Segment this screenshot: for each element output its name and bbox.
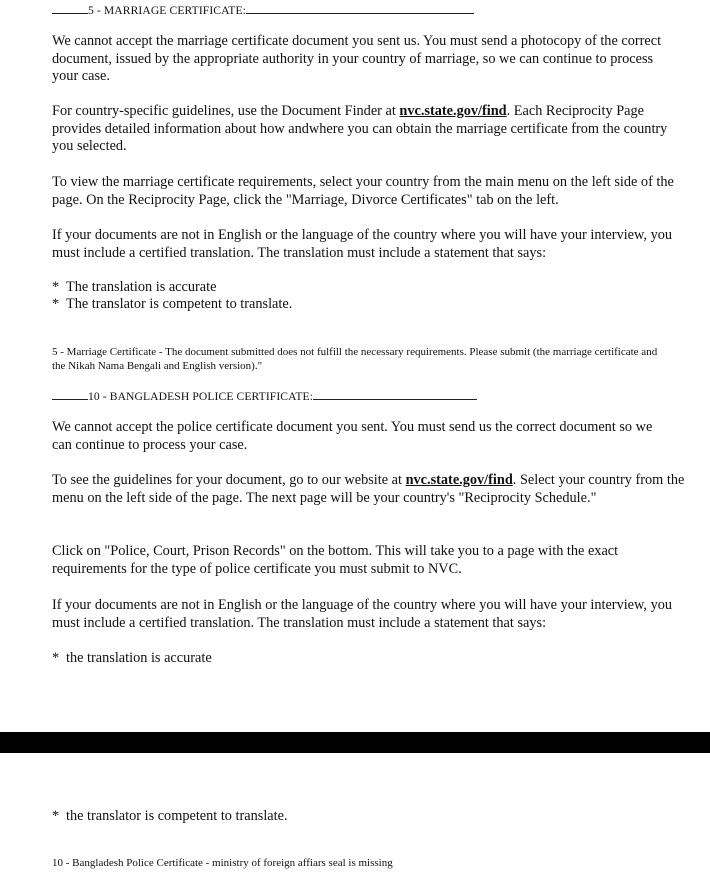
paragraph-text: For country-specific guidelines, use the Document Finder at [52,103,400,119]
marriage-certificate-heading [52,3,474,18]
police-paragraph-4: If your documents are not in English or the language of the country where you will have your interview, you must include a certified translation. The translation must include a statement that says: [52,597,673,631]
heading-label: 5 - MARRIAGE CERTIFICATE: [88,4,246,17]
list-item [52,279,216,296]
heading-blank-right [246,3,474,14]
list-item-text: The translation is accurate [66,279,217,295]
heading-blank-left [52,3,88,14]
police-paragraph-1: We cannot accept the police certificate document you sent. You must send us the correct document so we can continue to process your case. [52,419,653,453]
heading-blank-left [52,389,88,400]
paragraph-text: . Select your country from the menu on the left side of the page. The next page will be your country's "Reciprocity Schedule." [52,472,685,506]
list-item-text: The translator is competent to translate. [66,296,293,312]
marriage-paragraph-2 [52,103,682,156]
police-paragraph-3: Click on "Police, Court, Prison Records" on the bottom. This will take you to a page with the exact requirements for the type of police certificate you must submit to NVC. [52,543,619,577]
marriage-note: 5 - Marriage Certificate - The document submitted does not fulfill the necessary requirements. Please submit (the marriage certificate and the Nikah Nama Bengali and English version)." [52,346,658,372]
heading-label: 10 - BANGLADESH POLICE CERTIFICATE: [88,390,314,403]
police-certificate-heading [52,389,477,404]
list-item [52,808,288,825]
heading-blank-right [313,389,477,400]
page-divider-bar [0,732,710,753]
marriage-paragraph-1: We cannot accept the marriage certificate document you sent us. You must send a photocopy of the correct document, issued by the appropriate authority in your country of marriage, so we can continue to process your case. [52,33,662,85]
marriage-paragraph-4: If your documents are not in English or the language of the country where you will have your interview, you must include a certified translation. The translation must include a statement that says: [52,227,673,261]
bullet-icon: * [52,296,60,312]
document-finder-link[interactable]: nvc.state.gov/find [399,103,507,119]
list-item [52,296,292,313]
list-item [52,650,212,667]
bullet-icon: * [52,650,60,666]
police-note: 10 - Bangladesh Police Certificate - ministry of foreign affiars seal is missing [52,857,393,869]
bullet-icon: * [52,279,60,295]
list-item-text: the translation is accurate [66,650,212,666]
bullet-icon: * [52,808,60,824]
paragraph-text: To see the guidelines for your document, go to our website at [52,472,406,488]
website-link[interactable]: nvc.state.gov/find [405,472,513,488]
police-paragraph-2 [52,472,692,507]
marriage-paragraph-3: To view the marriage certificate requirements, select your country from the main menu on the left side of the page. On the Reciprocity Page, click the "Marriage, Divorce Certificates" tab on the left. [52,174,674,208]
list-item-text: the translator is competent to translate. [66,808,288,824]
paragraph-text: . Each Reciprocity Page provides detailed information about how andwhere you can obtain the marriage certificate from the country you selected. [52,103,668,155]
